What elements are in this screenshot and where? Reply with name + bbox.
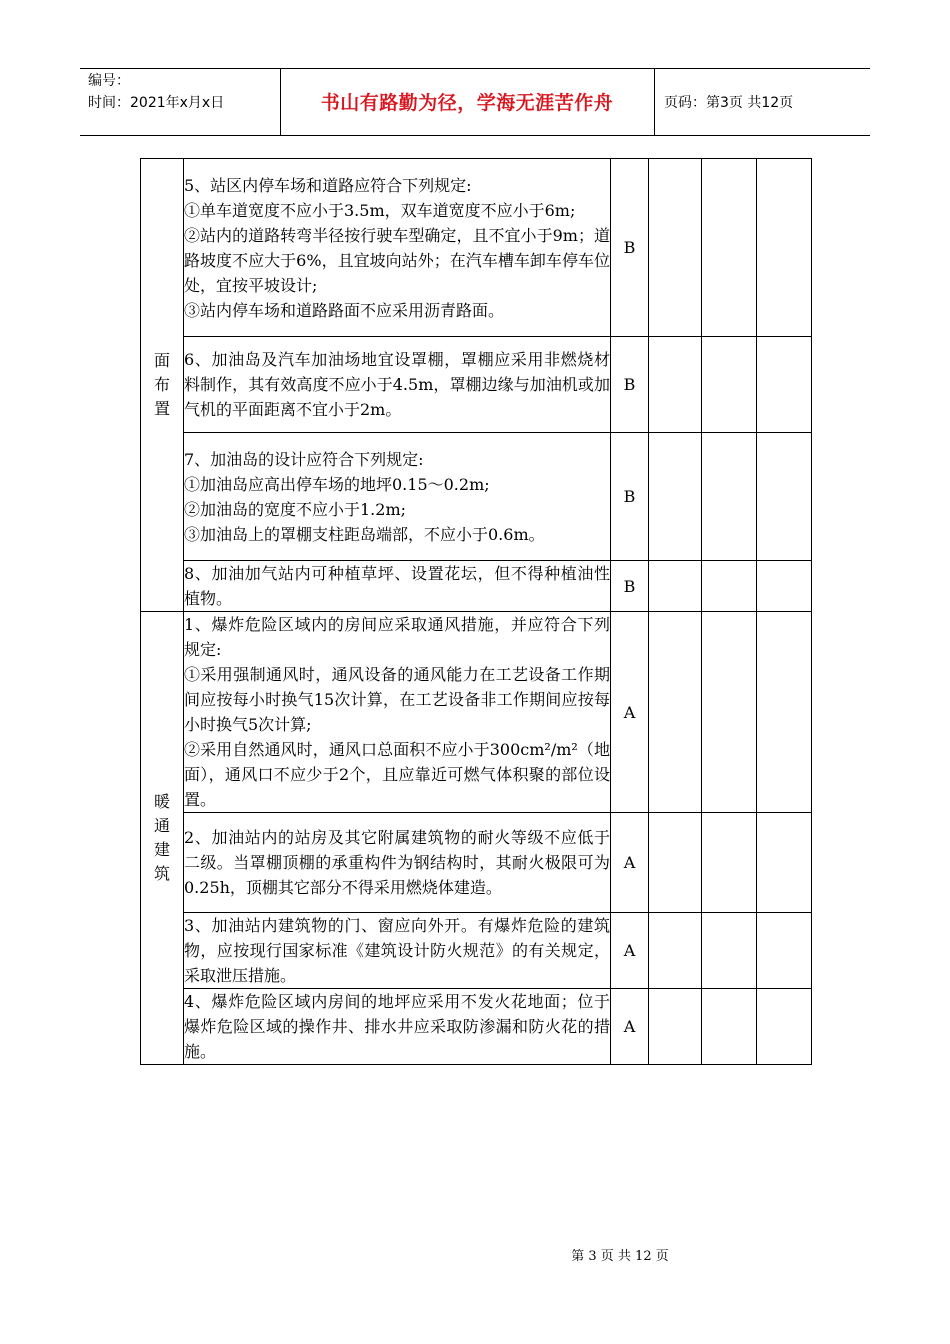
table-row (141, 989, 812, 1065)
grade-cell: B (611, 561, 649, 612)
grade-cell: A (611, 612, 649, 813)
grade-cell: A (611, 913, 649, 989)
document-time-label: 时间：2021年x月x日 (88, 95, 225, 111)
grade-cell: A (611, 989, 649, 1065)
requirement-text: ③加油岛上的罩棚支柱距岛端部，不应小于0.6m。 (184, 524, 545, 544)
blank-cell[interactable] (757, 813, 812, 913)
blank-cell[interactable] (649, 159, 702, 337)
table-row (141, 433, 812, 561)
header-bottom-rule (80, 135, 870, 136)
requirement-text: ①单车道宽度不应小于3.5m，双车道宽度不应小于6m; (184, 200, 576, 220)
section-category (141, 612, 184, 1065)
requirement-cell (184, 159, 611, 337)
header-divider-right (654, 68, 655, 135)
requirement-text: ①采用强制通风时，通风设备的通风能力在工艺设备工作期间应按每小时换气15次计算，在工艺设备非工作期间应按每小时换气5次计算; (184, 665, 610, 734)
requirement-cell (184, 337, 611, 433)
blank-cell[interactable] (649, 913, 702, 989)
blank-cell[interactable] (649, 561, 702, 612)
grade-cell: B (611, 159, 649, 337)
table-row (141, 159, 812, 337)
table-row (141, 337, 812, 433)
requirement-text: ①加油岛应高出停车场的地坪0.15～0.2m; (184, 474, 490, 494)
header-motto: 书山有路勤为径，学海无涯苦作舟 (320, 92, 614, 114)
requirement-cell (184, 913, 611, 989)
grade-cell: A (611, 813, 649, 913)
blank-cell[interactable] (702, 159, 757, 337)
requirement-cell (184, 561, 611, 612)
requirement-text: ②加油岛的宽度不应小于1.2m; (184, 499, 407, 519)
requirement-text: ③站内停车场和道路路面不应采用沥青路面。 (184, 300, 505, 320)
blank-cell[interactable] (757, 433, 812, 561)
blank-cell[interactable] (702, 337, 757, 433)
blank-cell[interactable] (649, 989, 702, 1065)
blank-cell[interactable] (702, 913, 757, 989)
blank-cell[interactable] (757, 561, 812, 612)
requirement-text: 5、站区内停车场和道路应符合下列规定: (184, 175, 472, 195)
blank-cell[interactable] (757, 913, 812, 989)
page-footer: 第 3 页 共 12 页 (571, 1249, 669, 1264)
requirement-text: 4、爆炸危险区域内房间的地坪应采用不发火花地面；位于爆炸危险区域的操作井、排水井应采取防渗漏和防火花的措施。 (184, 992, 610, 1061)
section-category-label: 面布置 (153, 351, 170, 418)
blank-cell[interactable] (649, 612, 702, 813)
blank-cell[interactable] (702, 433, 757, 561)
blank-cell[interactable] (757, 612, 812, 813)
requirement-text: 2、加油站内的站房及其它附属建筑物的耐火等级不应低于二级。当罩棚顶棚的承重构件为钢结构时，其耐火极限可为0.25h，顶棚其它部分不得采用燃烧体建造。 (184, 828, 610, 897)
requirement-text: ②采用自然通风时，通风口总面积不应小于300cm²/m²（地面），通风口不应少于2个，且应靠近可燃气体积聚的部位设置。 (184, 740, 610, 809)
blank-cell[interactable] (757, 159, 812, 337)
table-row (141, 612, 812, 813)
grade-cell: B (611, 337, 649, 433)
blank-cell[interactable] (702, 989, 757, 1065)
header-meta (88, 70, 224, 114)
requirement-text: 7、加油岛的设计应符合下列规定: (184, 449, 424, 469)
grade-cell: B (611, 433, 649, 561)
table-row (141, 813, 812, 913)
blank-cell[interactable] (649, 433, 702, 561)
requirement-cell (184, 813, 611, 913)
requirement-text: 3、加油站内建筑物的门、窗应向外开。有爆炸危险的建筑物，应按现行国家标准《建筑设计防火规范》的有关规定，采取泄压措施。 (184, 916, 610, 985)
requirement-text: 6、加油岛及汽车加油场地宜设罩棚，罩棚应采用非燃烧材料制作，其有效高度不应小于4.5m，罩棚边缘与加油机或加气机的平面距离不宜小于2m。 (184, 350, 610, 419)
blank-cell[interactable] (702, 561, 757, 612)
table-row (141, 913, 812, 989)
section-category (141, 159, 184, 612)
requirement-text: ②站内的道路转弯半径按行驶车型确定，且不宜小于9m；道路坡度不应大于6%，且宜坡向站外；在汽车槽车卸车停车位处，宜按平坡设计; (184, 225, 610, 295)
requirement-text: 1、爆炸危险区域内的房间应采取通风措施，并应符合下列规定: (184, 615, 610, 659)
document-number-label: 编号： (88, 73, 130, 89)
requirement-cell (184, 433, 611, 561)
header-page-info: 页码：第3页 共12页 (664, 94, 794, 111)
table-row (141, 561, 812, 612)
blank-cell[interactable] (649, 813, 702, 913)
blank-cell[interactable] (757, 989, 812, 1065)
blank-cell[interactable] (649, 337, 702, 433)
blank-cell[interactable] (757, 337, 812, 433)
inspection-table (140, 158, 812, 1065)
requirement-text: 8、加油加气站内可种植草坪、设置花坛，但不得种植油性植物。 (184, 564, 610, 608)
blank-cell[interactable] (702, 813, 757, 913)
blank-cell[interactable] (702, 612, 757, 813)
requirement-cell (184, 612, 611, 813)
section-category-label: 暖通建筑 (153, 792, 170, 883)
requirement-cell (184, 989, 611, 1065)
